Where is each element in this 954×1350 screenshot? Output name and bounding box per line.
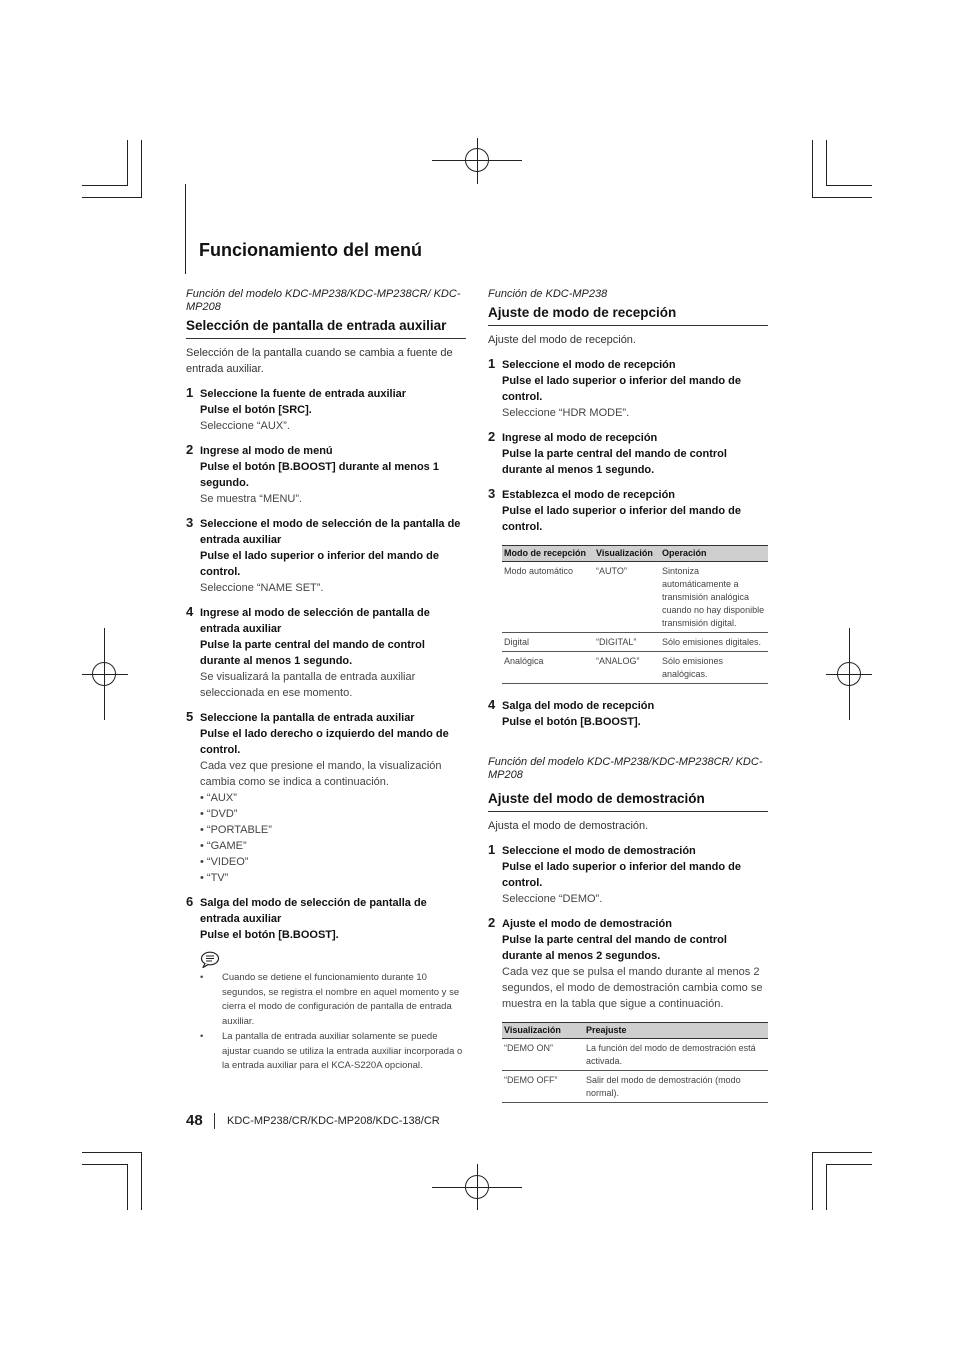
model-footer: KDC-MP238/CR/KDC-MP208/KDC-138/CR <box>227 1115 440 1127</box>
table-cell: Sintoniza automáticamente a transmisión analógica cuando no hay disponible transmisión digital. <box>660 562 768 633</box>
step-number: 5 <box>186 709 194 724</box>
step-heading: Ingrese al modo de recepción <box>502 432 658 444</box>
step <box>488 916 768 1012</box>
table-header: Modo de recepción <box>502 546 594 562</box>
step-heading: Seleccione la fuente de entrada auxiliar <box>200 388 407 400</box>
table-header-row <box>502 1023 768 1039</box>
step-note: Seleccione “AUX”. <box>200 420 290 432</box>
step-action: Pulse el botón [SRC]. <box>200 404 312 416</box>
table-cell: La función del modo de demostración está activada. <box>584 1039 768 1071</box>
step-number: 3 <box>186 515 194 530</box>
step-action: Pulse la parte central del mando de control durante al menos 1 segundo. <box>502 448 727 476</box>
step-number: 4 <box>488 697 496 712</box>
step-number: 2 <box>488 915 496 930</box>
step <box>186 516 466 596</box>
step-note: Cada vez que presione el mando, la visualización cambia como se indica a continuación. <box>200 760 442 788</box>
page-number: 48 <box>186 1112 203 1129</box>
table-row <box>502 562 768 633</box>
option-list-item: • “PORTABLE” <box>200 824 272 836</box>
step <box>488 487 768 535</box>
step-action: Pulse el lado superior o inferior del mando de control. <box>502 861 741 889</box>
step-heading: Salga del modo de selección de pantalla de entrada auxiliar <box>200 897 427 925</box>
step-heading: Ajuste el modo de demostración <box>502 918 672 930</box>
step <box>186 443 466 507</box>
step-action: Pulse el botón [B.BOOST]. <box>200 929 339 941</box>
step-action: Pulse la parte central del mando de control durante al menos 2 segundos. <box>502 934 727 962</box>
step-note: Se muestra “MENU”. <box>200 493 303 505</box>
step-heading: Seleccione el modo de demostración <box>502 845 696 857</box>
option-list-item: • “AUX” <box>200 792 237 804</box>
step-note: Seleccione “HDR MODE”. <box>502 407 630 419</box>
step-number: 1 <box>488 356 496 371</box>
function-label: Función de KDC-MP238 <box>488 288 608 300</box>
option-list-item: • “VIDEO” <box>200 856 249 868</box>
table-cell: Digital <box>502 633 594 652</box>
table-cell: Salir del modo de demostración (modo normal). <box>584 1071 768 1103</box>
section-intro: Ajusta el modo de demostración. <box>488 820 649 832</box>
step-heading: Seleccione el modo de selección de la pantalla de entrada auxiliar <box>200 518 461 546</box>
step-heading: Salga del modo de recepción <box>502 700 655 712</box>
page-title: Funcionamiento del menú <box>199 240 423 260</box>
table-row <box>502 652 768 684</box>
table-row <box>502 1039 768 1071</box>
step-number: 3 <box>488 486 496 501</box>
step <box>186 386 466 434</box>
table-header: Visualización <box>502 1023 584 1039</box>
step-heading: Ingrese al modo de selección de pantalla de entrada auxiliar <box>200 607 430 635</box>
step-action: Pulse el lado superior o inferior del mando de control. <box>502 505 741 533</box>
table-header: Preajuste <box>584 1023 768 1039</box>
section-heading: Selección de pantalla de entrada auxiliar <box>186 317 466 339</box>
table-cell: Sólo emisiones analógicas. <box>660 652 768 684</box>
function-label: Función del modelo KDC-MP238/KDC-MP238CR/ KDC-MP208 <box>186 288 461 313</box>
option-list-item: • “GAME” <box>200 840 247 852</box>
step <box>488 843 768 907</box>
step-number: 2 <box>488 429 496 444</box>
step <box>488 357 768 421</box>
table-cell: Sólo emisiones digitales. <box>660 633 768 652</box>
step-action: Pulse el botón [B.BOOST]. <box>502 716 641 728</box>
table-cell: “DEMO ON” <box>502 1039 584 1071</box>
table-cell: “AUTO” <box>594 562 660 633</box>
step-number: 1 <box>186 385 194 400</box>
table-header: Operación <box>660 546 768 562</box>
step-number: 4 <box>186 604 194 619</box>
step-note: Cada vez que se pulsa el mando durante al menos 2 segundos, el modo de demostración cambia como se muestra en la tabla que sigue a continuación. <box>502 966 763 1010</box>
step-note: Se visualizará la pantalla de entrada auxiliar seleccionada en ese momento. <box>200 671 416 699</box>
step-action: Pulse el lado superior o inferior del mando de control. <box>502 375 741 403</box>
section-heading: Ajuste del modo de demostración <box>488 790 768 812</box>
note-item: • La pantalla de entrada auxiliar solamente se puede ajustar cuando se utiliza la entrada auxiliar incorporada o la entrada auxiliar para el KCA-S220A opcional. <box>200 1031 463 1071</box>
table-cell: “DEMO OFF” <box>502 1071 584 1103</box>
note-item: • Cuando se detiene el funcionamiento durante 10 segundos, se registra el nombre en aquel momento y se cierra el modo de configuración de pantalla de entrada auxiliar. <box>200 972 460 1027</box>
step-number: 1 <box>488 842 496 857</box>
step-action: Pulse el lado superior o inferior del mando de control. <box>200 550 439 578</box>
table-row <box>502 1071 768 1103</box>
option-list-item: • “DVD” <box>200 808 238 820</box>
demo-mode-table <box>502 1022 768 1103</box>
step-number: 2 <box>186 442 194 457</box>
step-heading: Seleccione la pantalla de entrada auxiliar <box>200 712 415 724</box>
option-list-item: • “TV” <box>200 872 229 884</box>
left-column <box>186 288 466 1075</box>
step <box>186 895 466 943</box>
step-action: Pulse el lado derecho o izquierdo del mando de control. <box>200 728 449 756</box>
step-heading: Seleccione el modo de recepción <box>502 359 676 371</box>
step <box>488 430 768 478</box>
step-action: Pulse la parte central del mando de control durante al menos 1 segundo. <box>200 639 425 667</box>
table-header: Visualización <box>594 546 660 562</box>
section-intro: Ajuste del modo de recepción. <box>488 334 636 346</box>
table-cell: “ANALOG” <box>594 652 660 684</box>
function-label: Función del modelo KDC-MP238/KDC-MP238CR/ KDC-MP208 <box>488 756 763 781</box>
reception-mode-table <box>502 545 768 684</box>
step <box>186 605 466 701</box>
section-intro: Selección de la pantalla cuando se cambia a fuente de entrada auxiliar. <box>186 347 453 375</box>
step <box>186 710 466 886</box>
step-heading: Establezca el modo de recepción <box>502 489 676 501</box>
table-cell: Analógica <box>502 652 594 684</box>
table-row <box>502 633 768 652</box>
notes-block <box>186 951 466 1074</box>
table-cell: “DIGITAL” <box>594 633 660 652</box>
right-column <box>488 288 768 1103</box>
step-note: Seleccione “DEMO”. <box>502 893 603 905</box>
step-number: 6 <box>186 894 194 909</box>
table-header-row <box>502 546 768 562</box>
step-heading: Ingrese al modo de menú <box>200 445 333 457</box>
section-heading: Ajuste de modo de recepción <box>488 304 768 326</box>
step <box>488 698 768 730</box>
step-note: Seleccione “NAME SET”. <box>200 582 324 594</box>
footer-divider <box>214 1113 215 1129</box>
note-icon <box>200 951 220 968</box>
table-cell: Modo automático <box>502 562 594 633</box>
step-action: Pulse el botón [B.BOOST] durante al menos 1 segundo. <box>200 461 439 489</box>
